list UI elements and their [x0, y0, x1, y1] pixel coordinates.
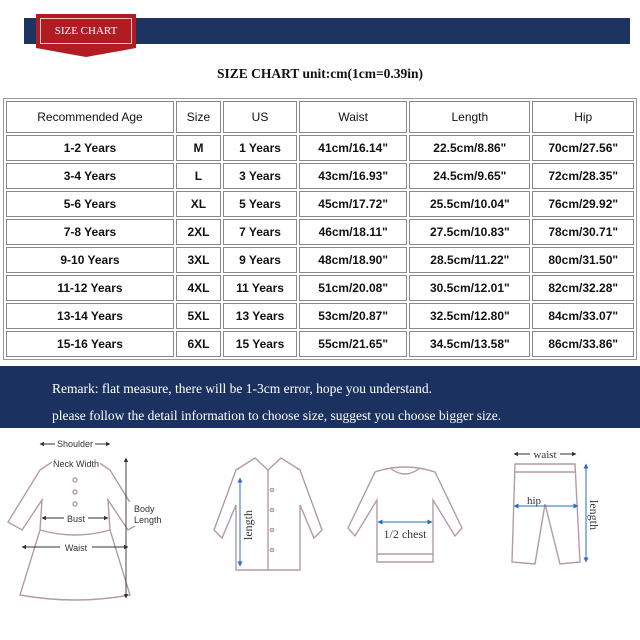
- cell-waist: 48cm/18.90": [299, 247, 407, 273]
- cell-us: 9 Years: [223, 247, 297, 273]
- cell-size: 2XL: [176, 219, 221, 245]
- cell-size: 4XL: [176, 275, 221, 301]
- remark-line-1: Remark: flat measure, there will be 1-3cm error, hope you understand.: [52, 381, 432, 396]
- cell-size: 5XL: [176, 303, 221, 329]
- table-row: [6, 303, 634, 329]
- cell-us: 13 Years: [223, 303, 297, 329]
- cell-waist: 41cm/16.14": [299, 135, 407, 161]
- cell-length: 34.5cm/13.58": [409, 331, 530, 357]
- cell-length: 32.5cm/12.80": [409, 303, 530, 329]
- cell-age: 13-14 Years: [6, 303, 174, 329]
- dress-outline-icon: [8, 460, 142, 600]
- cell-size: 6XL: [176, 331, 221, 357]
- label-shoulder: Shoulder: [56, 439, 94, 449]
- cell-length: 24.5cm/9.65": [409, 163, 530, 189]
- cell-us: 5 Years: [223, 191, 297, 217]
- cell-size: M: [176, 135, 221, 161]
- shirt-figure: [214, 458, 322, 570]
- measurement-figures: [0, 430, 640, 640]
- sweater-outline-icon: [348, 467, 462, 562]
- cell-waist: 45cm/17.72": [299, 191, 407, 217]
- chart-title: SIZE CHART unit:cm(1cm=0.39in): [216, 66, 424, 81]
- cell-waist: 55cm/21.65": [299, 331, 407, 357]
- cell-length: 25.5cm/10.04": [409, 191, 530, 217]
- table-row: [6, 275, 634, 301]
- cell-us: 11 Years: [223, 275, 297, 301]
- label-bust: Bust: [66, 514, 86, 524]
- cell-hip: 76cm/29.92": [532, 191, 634, 217]
- size-chart-tag: [36, 14, 136, 48]
- cell-hip: 84cm/33.07": [532, 303, 634, 329]
- cell-length: 30.5cm/12.01": [409, 275, 530, 301]
- cell-waist: 51cm/20.08": [299, 275, 407, 301]
- label-waist: Waist: [64, 543, 88, 553]
- remark-line-2: please follow the detail information to choose size, suggest you choose bigger size.: [52, 408, 502, 423]
- cell-age: 1-2 Years: [6, 135, 174, 161]
- table-row: [6, 219, 634, 245]
- table-row: [6, 331, 634, 357]
- label-shirt-length: length: [241, 510, 255, 540]
- table-row: [6, 135, 634, 161]
- size-table: [3, 98, 637, 360]
- cell-us: 7 Years: [223, 219, 297, 245]
- table-row: [6, 163, 634, 189]
- cell-age: 15-16 Years: [6, 331, 174, 357]
- cell-us: 15 Years: [223, 331, 297, 357]
- pants-figure: [512, 464, 580, 564]
- cell-age: 5-6 Years: [6, 191, 174, 217]
- cell-hip: 80cm/31.50": [532, 247, 634, 273]
- label-length: Length: [134, 515, 162, 525]
- cell-waist: 46cm/18.11": [299, 219, 407, 245]
- table-row: [6, 191, 634, 217]
- size-chart-tag-label: SIZE CHART: [40, 18, 132, 44]
- column-header-hip: Hip: [532, 101, 634, 133]
- label-pants-hip: hip: [527, 495, 542, 507]
- column-header-age: Recommended Age: [6, 101, 174, 133]
- cell-us: 1 Years: [223, 135, 297, 161]
- cell-age: 9-10 Years: [6, 247, 174, 273]
- cell-size: L: [176, 163, 221, 189]
- table-header-row: [6, 101, 634, 133]
- cell-age: 7-8 Years: [6, 219, 174, 245]
- cell-length: 27.5cm/10.83": [409, 219, 530, 245]
- column-header-size: Size: [176, 101, 221, 133]
- cell-hip: 82cm/32.28": [532, 275, 634, 301]
- cell-hip: 78cm/30.71": [532, 219, 634, 245]
- cell-waist: 53cm/20.87": [299, 303, 407, 329]
- cell-length: 22.5cm/8.86": [409, 135, 530, 161]
- measurement-illustrations: [0, 430, 640, 640]
- cell-hip: 70cm/27.56": [532, 135, 634, 161]
- pants-outline-icon: [512, 464, 580, 564]
- cell-hip: 86cm/33.86": [532, 331, 634, 357]
- column-header-us: US: [223, 101, 297, 133]
- cell-age: 3-4 Years: [6, 163, 174, 189]
- label-pants-waist: waist: [533, 449, 557, 461]
- cell-us: 3 Years: [223, 163, 297, 189]
- cell-hip: 72cm/28.35": [532, 163, 634, 189]
- cell-size: 3XL: [176, 247, 221, 273]
- remark-banner: [0, 366, 640, 428]
- cell-length: 28.5cm/11.22": [409, 247, 530, 273]
- column-header-length: Length: [409, 101, 530, 133]
- sweater-figure: [348, 467, 462, 562]
- column-header-waist: Waist: [299, 101, 407, 133]
- label-neck-width: Neck Width: [52, 459, 100, 469]
- label-half-chest: 1/2 chest: [383, 527, 427, 541]
- label-body: Body: [134, 504, 155, 514]
- table-row: [6, 247, 634, 273]
- dress-figure: [8, 460, 142, 600]
- cell-age: 11-12 Years: [6, 275, 174, 301]
- label-pants-length: length: [587, 500, 601, 530]
- cell-size: XL: [176, 191, 221, 217]
- cell-waist: 43cm/16.93": [299, 163, 407, 189]
